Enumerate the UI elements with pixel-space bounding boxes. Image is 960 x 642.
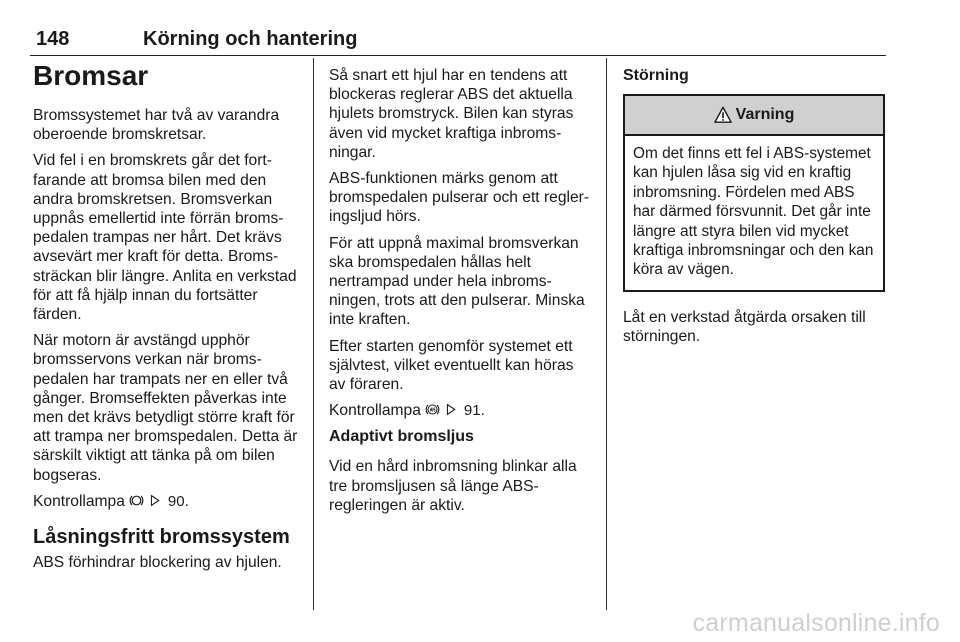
- brakes-heading: Bromsar: [33, 60, 149, 91]
- lamp-label: Kontrollampa: [329, 402, 421, 420]
- warning-box: [623, 94, 885, 292]
- abs-lamp-page-ref[interactable]: 91.: [463, 402, 485, 420]
- abs-intro: ABS förhindrar blockering av hjulen.: [33, 554, 282, 572]
- brakes-paragraph-1: Bromssystemet har två av varandra oberoende bromskretsar.: [33, 107, 280, 144]
- abs-paragraph-4: Efter starten genomför systemet ett självtest, vilket eventuellt kan höras av föraren.: [329, 337, 574, 394]
- fault-advice: Låt en verkstad åtgärda orsaken till störningen.: [623, 308, 866, 346]
- abs-paragraph-3: För att uppnå maximal bromsverkan ska bromspedalen hållas helt nertrampad under hela inbromsningen, trots att den pulserar. Minska inte kraften.: [329, 234, 585, 329]
- lamp-label: Kontrollampa: [33, 492, 125, 510]
- column-divider-2: [606, 58, 607, 610]
- warning-header: [625, 96, 883, 136]
- warning-title: Varning: [735, 106, 795, 124]
- abs-lamp-icon: [425, 402, 440, 417]
- warning-triangle-icon: [714, 106, 732, 124]
- adaptive-brake-light-heading: Adaptivt bromsljus: [329, 428, 474, 446]
- abs-heading: Låsningsfritt bromssystem: [33, 526, 290, 549]
- column-1: [33, 58, 301, 579]
- page-number: 148: [36, 28, 70, 50]
- brakes-paragraph-3: När motorn är avstängd upphör bromsservons verkan när bromspedalen har trampats ner en eller två gånger. Bromseffekten påverkas inte men det krävs betydligt större kraft för att trampa ner bromspedalen. Detta är särskilt viktigt att tänka på om bilen bogseras.: [33, 332, 298, 484]
- adaptive-brake-light-text: Vid en hård inbromsning blinkar alla tre bromsljusen så länge ABS-regleringen är aktiv.: [329, 458, 577, 514]
- page-reference-icon: [149, 493, 164, 508]
- lamp-page-ref[interactable]: 90.: [167, 492, 189, 510]
- watermark: carmanualsonline.info: [692, 609, 940, 637]
- abs-paragraph-2: ABS-funktionen märks genom att bromspedalen pulserar och ett regleringsljud hörs.: [329, 170, 590, 226]
- column-2: [329, 58, 591, 522]
- brake-lamp-line: [33, 492, 301, 511]
- warning-text: Om det finns ett fel i ABS-systemet kan hjulen låsa sig vid en kraftig inbromsning. Fördelen med ABS har därmed försvunnit. Det går inte längre att styra bilen vid mycket kraftiga inbromsningar och den kan köra av vägen.: [633, 145, 874, 279]
- column-divider-1: [313, 58, 314, 610]
- brake-warning-icon: [129, 493, 144, 508]
- column-3: [623, 58, 885, 353]
- brakes-paragraph-2: Vid fel i en bromskrets går det fortfarande att bromsa bilen med den andra bromskretsen. Bromsverkan uppnås emellertid inte förrän bromspedalen trampas ner hårt. Det krävs avsevärt mer kraft för detta. Bromssträckan blir längre. Anlita en verkstad för att få hjälp innan du fortsätter färden.: [33, 152, 297, 324]
- section-title: Körning och hantering: [143, 28, 358, 50]
- fault-heading: Störning: [623, 67, 689, 84]
- page-header: [30, 26, 886, 56]
- abs-lamp-line: [329, 401, 591, 420]
- abs-paragraph-1: Så snart ett hjul har en tendens att blockeras reglerar ABS det aktuella hjulets bromstryck. Bilen kan styras även vid mycket kraftiga inbromsningar.: [329, 67, 574, 161]
- page-reference-icon: [445, 402, 460, 417]
